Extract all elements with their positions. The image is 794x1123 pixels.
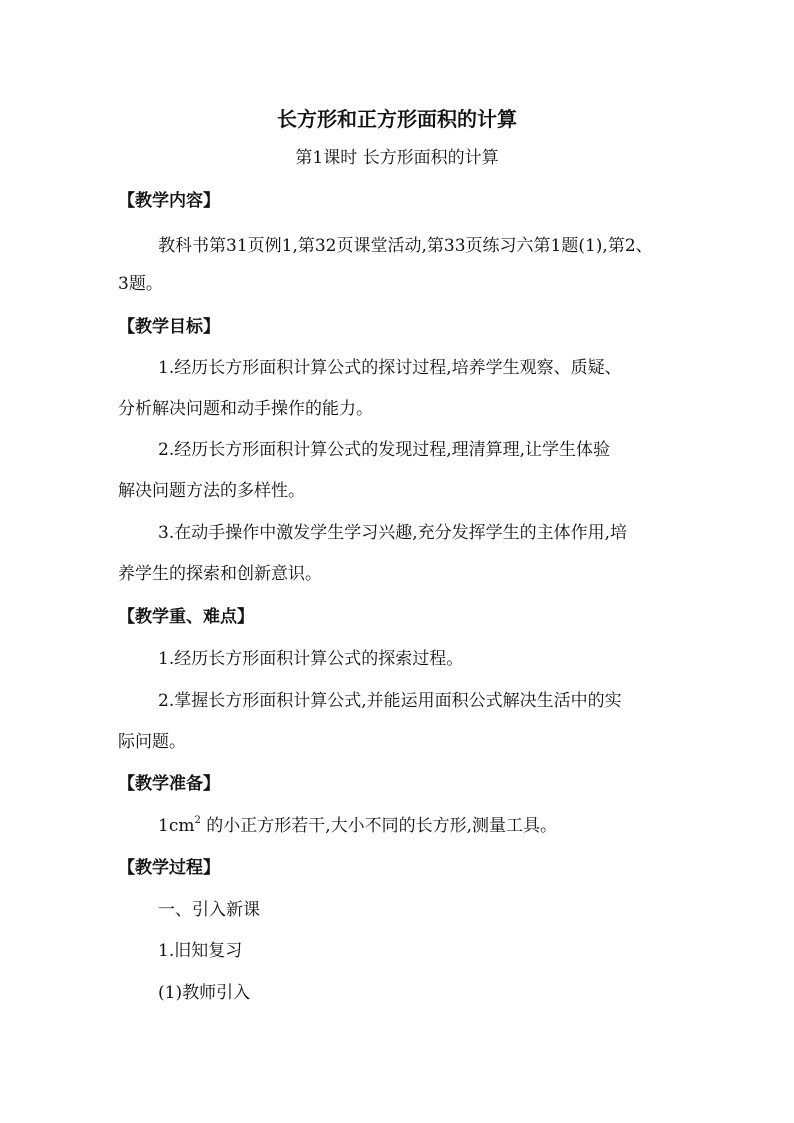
section-heading-process: 【教学过程】 [118, 858, 220, 878]
preparation-unit-exponent: 2 [194, 815, 201, 827]
content-paragraph-line-1: 教科书第31页例1,第32页课堂活动,第33页练习六第1题(1),第2、 [158, 236, 653, 256]
preparation-unit: 1cm [158, 816, 195, 836]
lesson-subtitle: 第1课时 长方形面积的计算 [295, 148, 499, 168]
section-heading-preparation: 【教学准备】 [118, 774, 220, 794]
objective-1-line-2: 分析解决问题和动手操作的能力。 [118, 399, 373, 419]
section-heading-content: 【教学内容】 [118, 191, 220, 211]
process-step-1-1: 1.旧知复习 [158, 941, 243, 961]
preparation-text: 的小正方形若干,大小不同的长方形,测量工具。 [200, 816, 558, 836]
preparation-line [158, 814, 557, 838]
process-step-1: 一、引入新课 [158, 900, 260, 920]
key-point-2-line-2: 际问题。 [118, 732, 186, 752]
objective-3-line-1: 3.在动手操作中激发学生学习兴趣,充分发挥学生的主体作用,培 [158, 523, 628, 543]
document-title: 长方形和正方形面积的计算 [277, 107, 517, 131]
process-step-1-1-1: (1)教师引入 [158, 983, 251, 1003]
section-heading-objectives: 【教学目标】 [118, 317, 220, 337]
objective-2-line-2: 解决问题方法的多样性。 [118, 481, 305, 501]
content-paragraph-line-2: 3题。 [118, 274, 163, 294]
key-point-1: 1.经历长方形面积计算公式的探索过程。 [158, 649, 464, 669]
objective-2-line-1: 2.经历长方形面积计算公式的发现过程,理清算理,让学生体验 [158, 440, 611, 460]
key-point-2-line-1: 2.掌握长方形面积计算公式,并能运用面积公式解决生活中的实 [158, 691, 622, 711]
objective-1-line-1: 1.经历长方形面积计算公式的探讨过程,培养学生观察、质疑、 [158, 358, 622, 378]
section-heading-key-points: 【教学重、难点】 [118, 607, 254, 627]
objective-3-line-2: 养学生的探索和创新意识。 [118, 564, 322, 584]
